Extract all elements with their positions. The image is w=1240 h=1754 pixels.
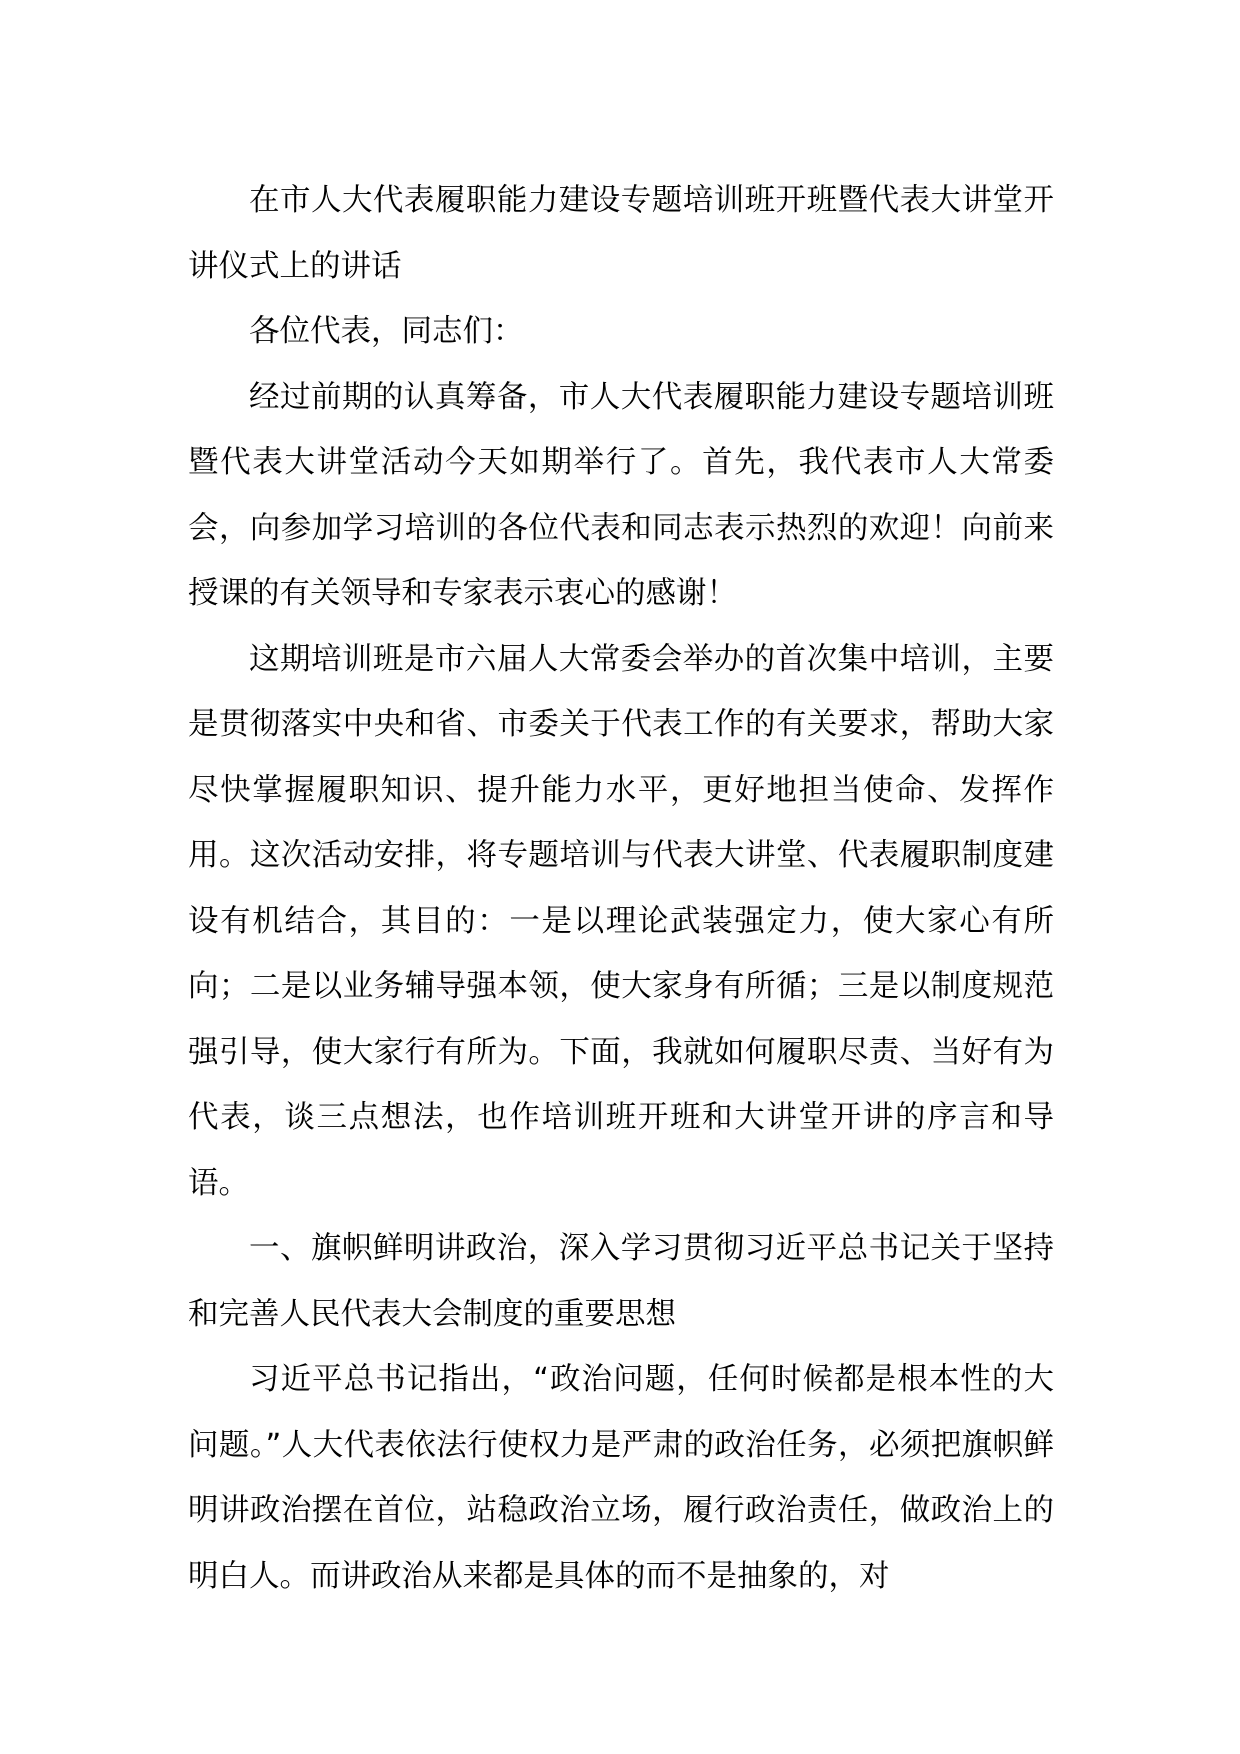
document-body	[188, 168, 1054, 1609]
body-paragraph-2: 这期培训班是市六届人大常委会举办的首次集中培训，主要是贯彻落实中央和省、市委关于代表工作的有关要求，帮助大家尽快掌握履职知识、提升能力水平，更好地担当使命、发挥作用。这次活动安排，将专题培训与代表大讲堂、代表履职制度建设有机结合，其目的：一是以理论武装强定力，使大家心有所向；二是以业务辅导强本领，使大家身有所循；三是以制度规范强引导，使大家行有所为。下面，我就如何履职尽责、当好有为代表，谈三点想法，也作培训班开班和大讲堂开讲的序言和导语。	[188, 641, 1054, 1201]
body-paragraph-3: 习近平总书记指出，“政治问题，任何时候都是根本性的大问题。”人大代表依法行使权力是严肃的政治任务，必须把旗帜鲜明讲政治摆在首位，站稳政治立场，履行政治责任，做政治上的明白人。而讲政治从来都是具体的而不是抽象的，对	[188, 1362, 1054, 1594]
section-heading-1: 一、旗帜鲜明讲政治，深入学习贯彻习近平总书记关于坚持和完善人民代表大会制度的重要思想	[188, 1231, 1054, 1332]
body-paragraph-1: 经过前期的认真筹备，市人大代表履职能力建设专题培训班暨代表大讲堂活动今天如期举行了。首先，我代表市人大常委会，向参加学习培训的各位代表和同志表示热烈的欢迎！向前来授课的有关领导和专家表示衷心的感谢！	[188, 379, 1054, 611]
salutation: 各位代表，同志们：	[249, 314, 524, 349]
speech-title: 在市人大代表履职能力建设专题培训班开班暨代表大讲堂开讲仪式上的讲话	[188, 183, 1054, 284]
